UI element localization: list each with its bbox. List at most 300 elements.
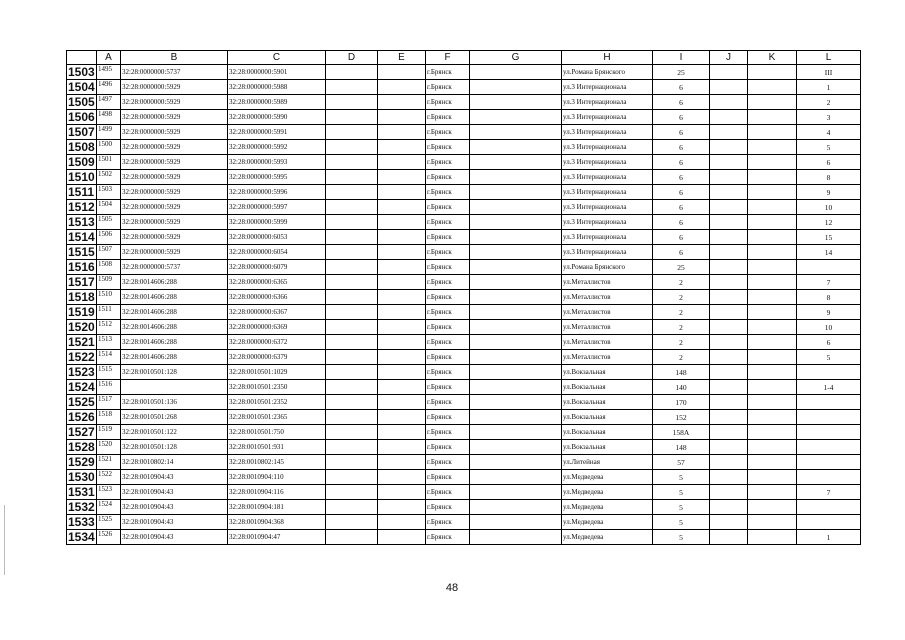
- cell-j[interactable]: [710, 395, 748, 410]
- cell-d[interactable]: [326, 95, 378, 110]
- cell-k[interactable]: [748, 275, 797, 290]
- cell-g[interactable]: [470, 455, 562, 470]
- cell-c[interactable]: 32:28:0010501:931: [228, 440, 326, 455]
- cell-d[interactable]: [326, 80, 378, 95]
- cell-l[interactable]: [797, 515, 861, 530]
- cell-d[interactable]: [326, 185, 378, 200]
- row-number[interactable]: 1506: [68, 109, 95, 124]
- cell-g[interactable]: [470, 95, 562, 110]
- cell-b[interactable]: 32:28:0014606:288: [121, 320, 228, 335]
- cell-e[interactable]: [378, 200, 426, 215]
- row-number[interactable]: 1511: [67, 185, 97, 200]
- cell-b[interactable]: 32:28:0000000:5929: [121, 80, 228, 95]
- cell-e[interactable]: [378, 260, 426, 275]
- cell-g[interactable]: [470, 320, 562, 335]
- cell-f[interactable]: г.Брянск: [426, 230, 470, 245]
- cell-h[interactable]: ул.Романа Брянского: [562, 260, 653, 275]
- cell-a[interactable]: 1512: [97, 320, 121, 335]
- cell-j[interactable]: [710, 365, 748, 380]
- cell-i[interactable]: 2: [653, 335, 710, 350]
- cell-a[interactable]: 1523: [97, 485, 121, 500]
- cell-k[interactable]: [748, 350, 797, 365]
- cell-d[interactable]: [326, 365, 378, 380]
- cell-j[interactable]: [710, 455, 748, 470]
- row-number[interactable]: 1528: [68, 439, 95, 454]
- cell-c[interactable]: 32:28:0000000:6079: [228, 260, 326, 275]
- cell-g[interactable]: [470, 395, 562, 410]
- cell-b[interactable]: 32:28:0000000:5929: [121, 110, 228, 125]
- cell-l[interactable]: [797, 440, 861, 455]
- cell-j[interactable]: [710, 170, 748, 185]
- cell-d[interactable]: [326, 245, 378, 260]
- row-number[interactable]: 1525: [68, 394, 95, 409]
- cell-c[interactable]: 32:28:0000000:6053: [228, 230, 326, 245]
- cell-c[interactable]: 32:28:0010501:1029: [228, 365, 326, 380]
- cell-a[interactable]: 1513: [97, 335, 121, 350]
- cell-a[interactable]: 1500: [97, 140, 121, 155]
- cell-e[interactable]: [378, 530, 426, 545]
- cell-d[interactable]: [326, 455, 378, 470]
- column-header-h[interactable]: H: [562, 51, 653, 65]
- cell-c[interactable]: 32:28:0000000:6366: [228, 290, 326, 305]
- cell-i[interactable]: 57: [653, 455, 710, 470]
- cell-k[interactable]: [748, 260, 797, 275]
- cell-e[interactable]: [378, 305, 426, 320]
- cell-j[interactable]: [710, 260, 748, 275]
- row-number[interactable]: 1524: [68, 379, 95, 394]
- cell-g[interactable]: [470, 470, 562, 485]
- cell-k[interactable]: [748, 425, 797, 440]
- cell-b[interactable]: 32:28:0010904:43: [121, 500, 228, 515]
- cell-i[interactable]: 5: [653, 530, 710, 545]
- cell-e[interactable]: [378, 335, 426, 350]
- cell-g[interactable]: [470, 215, 562, 230]
- cell-d[interactable]: [326, 440, 378, 455]
- row-number[interactable]: 1526: [68, 409, 95, 424]
- cell-h[interactable]: ул.3 Интернационала: [562, 110, 653, 125]
- cell-d[interactable]: [326, 260, 378, 275]
- cell-k[interactable]: [748, 455, 797, 470]
- cell-e[interactable]: [378, 125, 426, 140]
- cell-a[interactable]: 1525: [97, 515, 121, 530]
- cell-i[interactable]: 148: [653, 365, 710, 380]
- row-number[interactable]: 1516: [68, 259, 95, 274]
- row-number[interactable]: 1533: [68, 514, 95, 529]
- cell-d[interactable]: [326, 500, 378, 515]
- cell-a[interactable]: 1501: [97, 155, 121, 170]
- cell-j[interactable]: [710, 80, 748, 95]
- cell-k[interactable]: [748, 305, 797, 320]
- row-number[interactable]: 1517: [68, 274, 95, 289]
- cell-c[interactable]: 32:28:0010904:110: [228, 470, 326, 485]
- cell-d[interactable]: [326, 320, 378, 335]
- cell-i[interactable]: 6: [653, 95, 710, 110]
- cell-a[interactable]: 1504: [97, 200, 121, 215]
- cell-c[interactable]: 32:28:0000000:6365: [228, 275, 326, 290]
- cell-a[interactable]: 1521: [97, 455, 121, 470]
- cell-h[interactable]: ул.3 Интернационала: [562, 140, 653, 155]
- cell-g[interactable]: [470, 500, 562, 515]
- cell-b[interactable]: 32:28:0010501:128: [121, 440, 228, 455]
- cell-d[interactable]: [326, 125, 378, 140]
- row-number[interactable]: 1530: [68, 469, 95, 484]
- cell-g[interactable]: [470, 155, 562, 170]
- cell-f[interactable]: г.Брянск: [426, 185, 470, 200]
- cell-c[interactable]: 32:28:0000000:5996: [228, 185, 326, 200]
- cell-b[interactable]: 32:28:0014606:288: [121, 275, 228, 290]
- cell-e[interactable]: [378, 500, 426, 515]
- cell-i[interactable]: 2: [653, 320, 710, 335]
- cell-e[interactable]: [378, 380, 426, 395]
- cell-i[interactable]: 6: [653, 170, 710, 185]
- cell-h[interactable]: ул.3 Интернационала: [562, 200, 653, 215]
- cell-d[interactable]: [326, 110, 378, 125]
- cell-g[interactable]: [470, 170, 562, 185]
- column-header-d[interactable]: D: [326, 51, 378, 65]
- cell-c[interactable]: 32:28:0000000:5988: [228, 80, 326, 95]
- cell-f[interactable]: г.Брянск: [426, 170, 470, 185]
- cell-l[interactable]: 8: [797, 170, 861, 185]
- cell-j[interactable]: [710, 380, 748, 395]
- cell-j[interactable]: [710, 215, 748, 230]
- cell-k[interactable]: [748, 320, 797, 335]
- cell-h[interactable]: ул.Вокзальная: [562, 380, 653, 395]
- cell-a[interactable]: 1509: [97, 275, 121, 290]
- cell-e[interactable]: [378, 470, 426, 485]
- cell-f[interactable]: г.Брянск: [426, 260, 470, 275]
- cell-f[interactable]: г.Брянск: [426, 500, 470, 515]
- cell-j[interactable]: [710, 530, 748, 545]
- cell-g[interactable]: [470, 185, 562, 200]
- cell-b[interactable]: 32:28:0000000:5929: [121, 140, 228, 155]
- cell-l[interactable]: [797, 260, 861, 275]
- cell-e[interactable]: [378, 440, 426, 455]
- cell-c[interactable]: 32:28:0000000:5993: [228, 155, 326, 170]
- cell-k[interactable]: [748, 155, 797, 170]
- cell-l[interactable]: 6: [797, 335, 861, 350]
- cell-j[interactable]: [710, 110, 748, 125]
- row-number[interactable]: 1520: [68, 319, 95, 334]
- cell-g[interactable]: [470, 290, 562, 305]
- cell-i[interactable]: 25: [653, 260, 710, 275]
- column-header-l[interactable]: L: [797, 51, 861, 65]
- cell-c[interactable]: 32:28:0010501:750: [228, 425, 326, 440]
- cell-d[interactable]: [326, 380, 378, 395]
- cell-b[interactable]: 32:28:0010904:43: [121, 530, 228, 545]
- cell-l[interactable]: [797, 470, 861, 485]
- cell-h[interactable]: ул.Металлистов: [562, 305, 653, 320]
- cell-c[interactable]: 32:28:0010501:2365: [228, 410, 326, 425]
- cell-l[interactable]: 2: [797, 95, 861, 110]
- cell-b[interactable]: 32:28:0010904:43: [121, 470, 228, 485]
- cell-f[interactable]: г.Брянск: [426, 455, 470, 470]
- cell-g[interactable]: [470, 380, 562, 395]
- cell-l[interactable]: [797, 425, 861, 440]
- cell-e[interactable]: [378, 485, 426, 500]
- cell-a[interactable]: 1498: [97, 110, 121, 125]
- cell-l[interactable]: 7: [797, 275, 861, 290]
- cell-l[interactable]: 1: [797, 80, 861, 95]
- cell-l[interactable]: 4: [797, 125, 861, 140]
- cell-f[interactable]: г.Брянск: [426, 155, 470, 170]
- column-header-j[interactable]: J: [710, 51, 748, 65]
- cell-h[interactable]: ул.Медведева: [562, 515, 653, 530]
- cell-j[interactable]: [710, 140, 748, 155]
- cell-g[interactable]: [470, 275, 562, 290]
- cell-h[interactable]: ул.3 Интернационала: [562, 245, 653, 260]
- cell-b[interactable]: 32:28:0014606:288: [121, 290, 228, 305]
- cell-i[interactable]: 6: [653, 200, 710, 215]
- cell-h[interactable]: ул.Металлистов: [562, 335, 653, 350]
- cell-i[interactable]: 2: [653, 275, 710, 290]
- cell-g[interactable]: [470, 110, 562, 125]
- cell-k[interactable]: [748, 125, 797, 140]
- cell-e[interactable]: [378, 290, 426, 305]
- row-number[interactable]: 1531: [68, 484, 95, 499]
- row-number[interactable]: 1505: [68, 94, 95, 109]
- cell-i[interactable]: 6: [653, 215, 710, 230]
- cell-b[interactable]: 32:28:0000000:5929: [121, 230, 228, 245]
- cell-a[interactable]: 1516: [97, 380, 121, 395]
- cell-a[interactable]: 1518: [97, 410, 121, 425]
- cell-k[interactable]: [748, 335, 797, 350]
- cell-e[interactable]: [378, 80, 426, 95]
- cell-b[interactable]: 32:28:0000000:5929: [121, 125, 228, 140]
- cell-b[interactable]: 32:28:0010802:14: [121, 455, 228, 470]
- cell-h[interactable]: ул.Вокзальная: [562, 410, 653, 425]
- cell-k[interactable]: [748, 380, 797, 395]
- cell-b[interactable]: 32:28:0000000:5929: [121, 245, 228, 260]
- cell-h[interactable]: ул.3 Интернационала: [562, 170, 653, 185]
- cell-a[interactable]: 1522: [97, 470, 121, 485]
- cell-c[interactable]: 32:28:0000000:5997: [228, 200, 326, 215]
- cell-g[interactable]: [470, 515, 562, 530]
- cell-c[interactable]: 32:28:0010501:2350: [228, 380, 326, 395]
- cell-b[interactable]: 32:28:0010501:122: [121, 425, 228, 440]
- cell-c[interactable]: 32:28:0010904:47: [228, 530, 326, 545]
- cell-h[interactable]: ул.3 Интернационала: [562, 155, 653, 170]
- column-header-g[interactable]: G: [470, 51, 562, 65]
- cell-g[interactable]: [470, 245, 562, 260]
- column-header-e[interactable]: E: [378, 51, 426, 65]
- cell-g[interactable]: [470, 410, 562, 425]
- cell-a[interactable]: 1505: [97, 215, 121, 230]
- column-header-a[interactable]: A: [97, 51, 121, 65]
- cell-j[interactable]: [710, 65, 748, 80]
- cell-l[interactable]: 10: [797, 320, 861, 335]
- column-header-i[interactable]: I: [653, 51, 710, 65]
- cell-j[interactable]: [710, 410, 748, 425]
- cell-h[interactable]: ул.Медведева: [562, 470, 653, 485]
- cell-h[interactable]: ул.Медведева: [562, 485, 653, 500]
- cell-k[interactable]: [748, 365, 797, 380]
- cell-f[interactable]: г.Брянск: [426, 80, 470, 95]
- row-number[interactable]: 1532: [68, 499, 95, 514]
- cell-h[interactable]: ул.3 Интернационала: [562, 95, 653, 110]
- cell-c[interactable]: 32:28:0010904:116: [228, 485, 326, 500]
- cell-l[interactable]: 9: [797, 305, 861, 320]
- row-number[interactable]: 1508: [68, 139, 95, 154]
- cell-j[interactable]: [710, 320, 748, 335]
- cell-b[interactable]: 32:28:0000000:5737: [121, 65, 228, 80]
- cell-j[interactable]: [710, 425, 748, 440]
- cell-h[interactable]: ул.Литейная: [562, 455, 653, 470]
- cell-g[interactable]: [470, 440, 562, 455]
- cell-i[interactable]: 152: [653, 410, 710, 425]
- row-number[interactable]: 1521: [68, 334, 95, 349]
- cell-a[interactable]: 1506: [97, 230, 121, 245]
- cell-d[interactable]: [326, 485, 378, 500]
- cell-j[interactable]: [710, 470, 748, 485]
- cell-k[interactable]: [748, 95, 797, 110]
- cell-a[interactable]: 1495: [97, 65, 121, 80]
- cell-l[interactable]: [797, 365, 861, 380]
- cell-c[interactable]: 32:28:0000000:5999: [228, 215, 326, 230]
- cell-i[interactable]: 5: [653, 470, 710, 485]
- row-number[interactable]: 1529: [68, 454, 95, 469]
- cell-d[interactable]: [326, 215, 378, 230]
- cell-d[interactable]: [326, 530, 378, 545]
- cell-e[interactable]: [378, 65, 426, 80]
- cell-c[interactable]: 32:28:0000000:6369: [228, 320, 326, 335]
- cell-l[interactable]: [797, 500, 861, 515]
- cell-k[interactable]: [748, 395, 797, 410]
- cell-f[interactable]: г.Брянск: [426, 320, 470, 335]
- cell-f[interactable]: г.Брянск: [426, 335, 470, 350]
- cell-g[interactable]: [470, 335, 562, 350]
- cell-k[interactable]: [748, 170, 797, 185]
- cell-b[interactable]: 32:28:0000000:5737: [121, 260, 228, 275]
- cell-f[interactable]: г.Брянск: [426, 275, 470, 290]
- cell-i[interactable]: 6: [653, 230, 710, 245]
- cell-l[interactable]: 9: [797, 185, 861, 200]
- cell-l[interactable]: 12: [797, 215, 861, 230]
- cell-d[interactable]: [326, 425, 378, 440]
- cell-b[interactable]: 32:28:0014606:288: [121, 305, 228, 320]
- cell-e[interactable]: [378, 320, 426, 335]
- cell-b[interactable]: 32:28:0000000:5929: [121, 215, 228, 230]
- cell-j[interactable]: [710, 290, 748, 305]
- cell-f[interactable]: г.Брянск: [426, 410, 470, 425]
- cell-k[interactable]: [748, 140, 797, 155]
- cell-j[interactable]: [710, 200, 748, 215]
- cell-a[interactable]: 1496: [97, 80, 121, 95]
- cell-e[interactable]: [378, 110, 426, 125]
- row-number[interactable]: 1512: [68, 199, 95, 214]
- cell-d[interactable]: [326, 65, 378, 80]
- cell-h[interactable]: ул.Металлистов: [562, 320, 653, 335]
- cell-i[interactable]: 158А: [653, 425, 710, 440]
- cell-c[interactable]: 32:28:0000000:6054: [228, 245, 326, 260]
- cell-a[interactable]: 1497: [97, 95, 121, 110]
- cell-a[interactable]: 1507: [97, 245, 121, 260]
- cell-k[interactable]: [748, 65, 797, 80]
- cell-l[interactable]: [797, 395, 861, 410]
- cell-e[interactable]: [378, 170, 426, 185]
- cell-e[interactable]: [378, 155, 426, 170]
- cell-j[interactable]: [710, 95, 748, 110]
- cell-l[interactable]: 7: [797, 485, 861, 500]
- cell-b[interactable]: 32:28:0010501:136: [121, 395, 228, 410]
- cell-i[interactable]: 5: [653, 500, 710, 515]
- cell-f[interactable]: г.Брянск: [426, 65, 470, 80]
- cell-i[interactable]: 2: [653, 350, 710, 365]
- row-number[interactable]: 1513: [68, 214, 95, 229]
- cell-h[interactable]: ул.3 Интернационала: [562, 230, 653, 245]
- cell-d[interactable]: [326, 275, 378, 290]
- cell-i[interactable]: 6: [653, 125, 710, 140]
- cell-i[interactable]: 2: [653, 290, 710, 305]
- cell-i[interactable]: 6: [653, 155, 710, 170]
- cell-k[interactable]: [748, 245, 797, 260]
- cell-i[interactable]: 140: [653, 380, 710, 395]
- row-number[interactable]: 1509: [68, 154, 95, 169]
- cell-a[interactable]: 1514: [97, 350, 121, 365]
- cell-e[interactable]: [378, 425, 426, 440]
- cell-j[interactable]: [710, 440, 748, 455]
- cell-b[interactable]: 32:28:0014606:288: [121, 335, 228, 350]
- cell-l[interactable]: 14: [797, 245, 861, 260]
- cell-l[interactable]: 10: [797, 200, 861, 215]
- cell-h[interactable]: ул.3 Интернационала: [562, 185, 653, 200]
- cell-a[interactable]: 1502: [97, 170, 121, 185]
- cell-i[interactable]: 170: [653, 395, 710, 410]
- row-number[interactable]: 1503: [68, 64, 95, 79]
- cell-b[interactable]: 32:28:0010904:43: [121, 515, 228, 530]
- cell-k[interactable]: [748, 80, 797, 95]
- row-number[interactable]: 1514: [68, 229, 95, 244]
- cell-h[interactable]: ул.Медведева: [562, 530, 653, 545]
- cell-b[interactable]: 32:28:0010501:268: [121, 410, 228, 425]
- cell-d[interactable]: [326, 170, 378, 185]
- cell-c[interactable]: 32:28:0010802:145: [228, 455, 326, 470]
- cell-c[interactable]: 32:28:0010904:181: [228, 500, 326, 515]
- cell-f[interactable]: г.Брянск: [426, 245, 470, 260]
- cell-i[interactable]: 5: [653, 515, 710, 530]
- cell-c[interactable]: 32:28:0010904:368: [228, 515, 326, 530]
- cell-f[interactable]: г.Брянск: [426, 110, 470, 125]
- cell-j[interactable]: [710, 275, 748, 290]
- row-number[interactable]: 1504: [68, 79, 95, 94]
- cell-g[interactable]: [470, 305, 562, 320]
- cell-e[interactable]: [378, 95, 426, 110]
- cell-l[interactable]: 5: [797, 140, 861, 155]
- cell-k[interactable]: [748, 500, 797, 515]
- cell-c[interactable]: 32:28:0000000:5991: [228, 125, 326, 140]
- column-header-f[interactable]: F: [426, 51, 470, 65]
- cell-g[interactable]: [470, 260, 562, 275]
- cell-d[interactable]: [326, 410, 378, 425]
- cell-j[interactable]: [710, 245, 748, 260]
- cell-b[interactable]: 32:28:0000000:5929: [121, 185, 228, 200]
- cell-g[interactable]: [470, 65, 562, 80]
- cell-e[interactable]: [378, 410, 426, 425]
- cell-j[interactable]: [710, 500, 748, 515]
- cell-k[interactable]: [748, 215, 797, 230]
- cell-e[interactable]: [378, 395, 426, 410]
- column-header-corner[interactable]: [67, 51, 97, 65]
- cell-k[interactable]: [748, 515, 797, 530]
- cell-d[interactable]: [326, 155, 378, 170]
- cell-l[interactable]: 3: [797, 110, 861, 125]
- cell-j[interactable]: [710, 230, 748, 245]
- cell-k[interactable]: [748, 485, 797, 500]
- cell-f[interactable]: г.Брянск: [426, 140, 470, 155]
- cell-k[interactable]: [748, 290, 797, 305]
- cell-e[interactable]: [378, 245, 426, 260]
- cell-b[interactable]: 32:28:0000000:5929: [121, 200, 228, 215]
- cell-f[interactable]: г.Брянск: [426, 470, 470, 485]
